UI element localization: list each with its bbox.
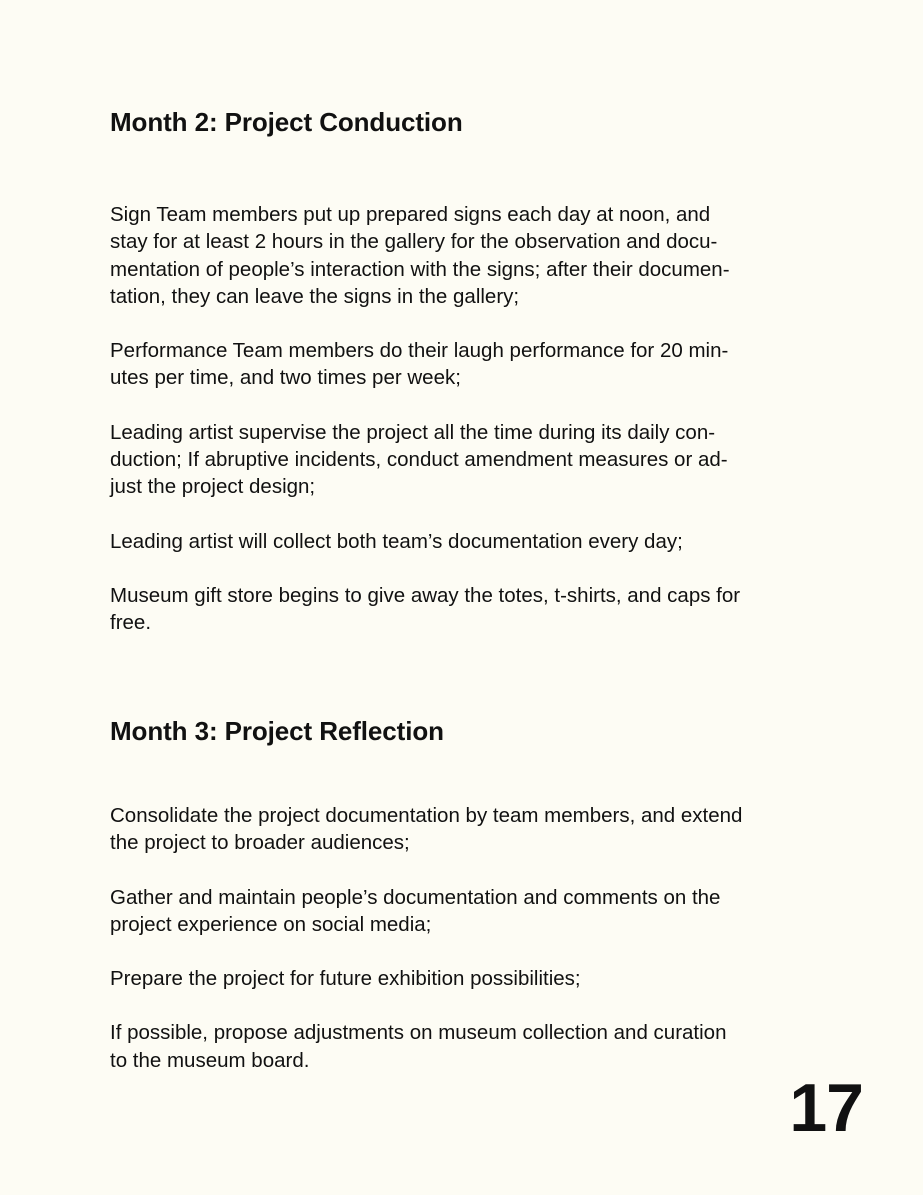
paragraph: Gather and maintain people’s documentation and comments on the project experience on social media; [110,885,721,936]
section-heading: Month 3: Project Reflection [110,716,444,746]
section-body [110,802,830,1074]
paragraph: Leading artist supervise the project all the time during its daily con- duction; If abruptive incidents, conduct amendment measures or ad- just the project design; [110,420,728,499]
paragraph: Leading artist will collect both team’s documentation every day; [110,529,683,553]
section-month-2 [110,105,830,637]
section-heading: Month 2: Project Conduction [110,107,463,137]
section-month-3 [110,714,830,1074]
paragraph: Sign Team members put up prepared signs each day at noon, and stay for at least 2 hours in the gallery for the observation and docu- mentation of people’s interaction with the signs; after their documen- tation, they can leave the signs in the gallery; [110,203,730,308]
paragraph: Consolidate the project documentation by team members, and extend the project to broader audiences; [110,804,743,855]
paragraph: Museum gift store begins to give away the totes, t-shirts, and caps for free. [110,583,741,635]
paragraph: If possible, propose adjustments on museum collection and curation to the museum board. [110,1021,727,1072]
paragraph: Prepare the project for future exhibition possibilities; [110,967,581,991]
paragraph: Performance Team members do their laugh performance for 20 min- utes per time, and two times per week; [110,339,729,390]
page-number: 17 [789,1070,863,1146]
section-body [110,201,830,637]
